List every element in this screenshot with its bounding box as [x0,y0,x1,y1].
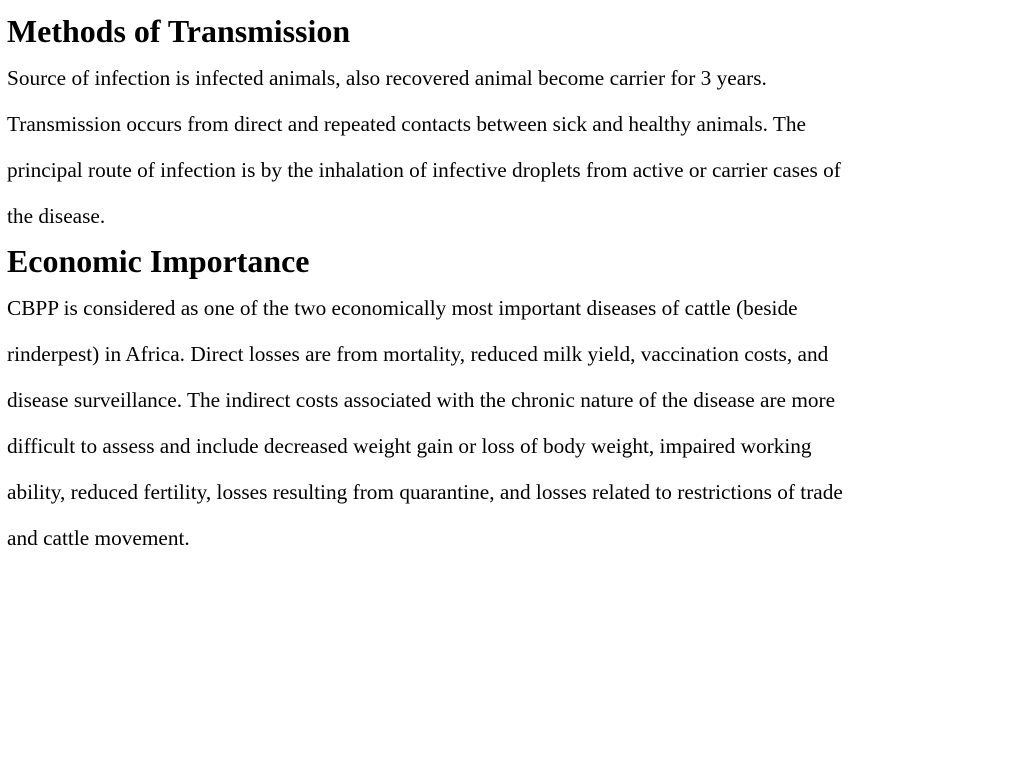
paragraph-methods-of-transmission [7,55,1019,239]
text-line: rinderpest) in Africa. Direct losses are from mortality, reduced milk yield, vaccination costs, and [7,342,829,366]
text-line: and cattle movement. [7,526,190,550]
text-line: principal route of infection is by the inhalation of infective droplets from active or carrier cases of [7,158,841,182]
text-line: CBPP is considered as one of the two economically most important diseases of cattle (beside [7,296,798,320]
text-line: Source of infection is infected animals, also recovered animal become carrier for 3 years. [7,66,767,90]
paragraph-economic-importance [7,285,1019,561]
section-heading-economic-importance: Economic Importance [7,244,310,279]
text-line: ability, reduced fertility, losses resulting from quarantine, and losses related to restrictions of trade [7,480,843,504]
text-line: disease surveillance. The indirect costs associated with the chronic nature of the disease are more [7,388,836,412]
text-line: Transmission occurs from direct and repeated contacts between sick and healthy animals. The [7,112,806,136]
section-heading-methods-of-transmission: Methods of Transmission [7,14,351,49]
text-line: difficult to assess and include decreased weight gain or loss of body weight, impaired working [7,434,812,458]
document-page [7,9,1019,561]
text-line: the disease. [7,204,106,228]
